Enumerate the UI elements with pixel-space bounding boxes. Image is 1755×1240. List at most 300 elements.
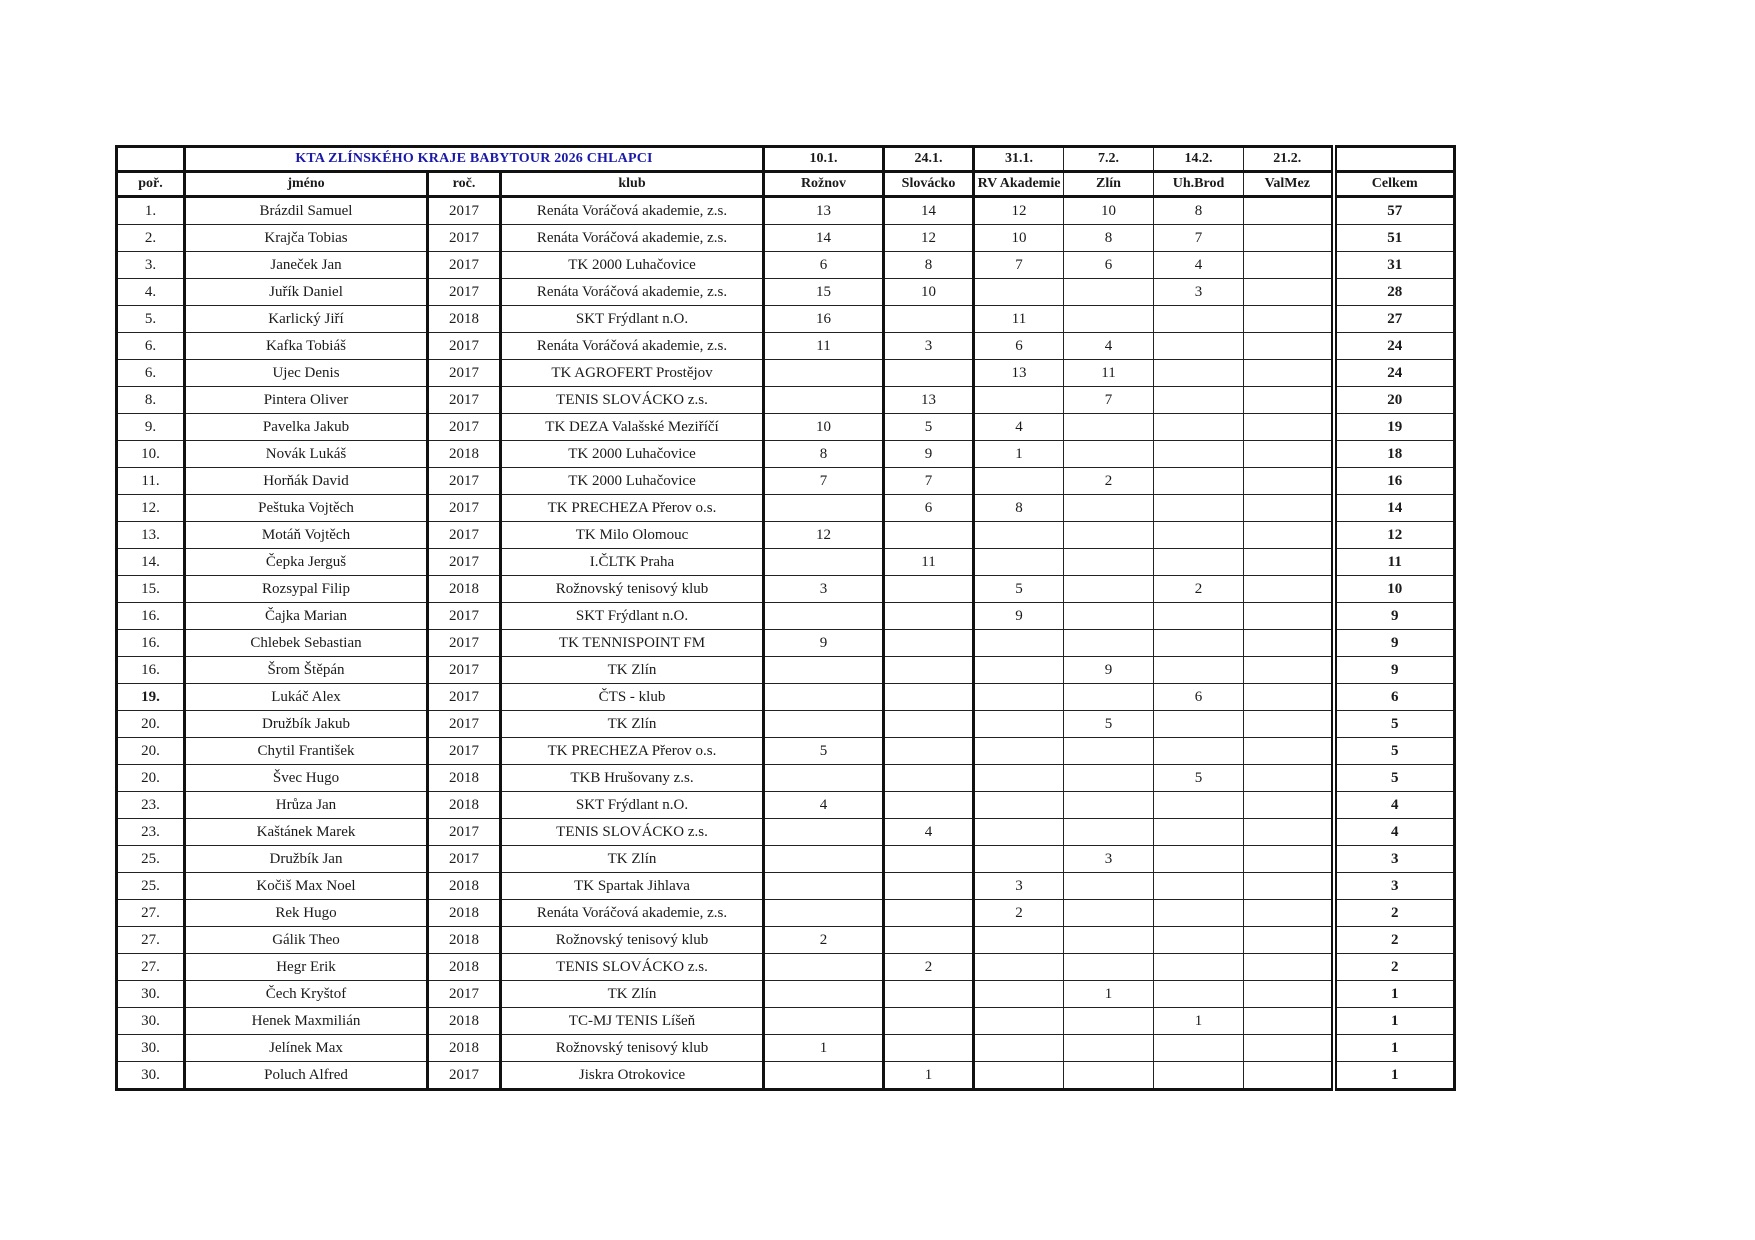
col-header-tournament: Rožnov [764, 172, 884, 197]
club-cell: TK PRECHEZA Přerov o.s. [501, 738, 764, 765]
total-cell: 14 [1334, 495, 1455, 522]
rank-cell: 20. [117, 765, 185, 792]
points-cell: 15 [764, 279, 884, 306]
points-cell: 4 [764, 792, 884, 819]
date-cell: 24.1. [884, 147, 974, 172]
points-cell: 1 [1154, 1008, 1244, 1035]
points-cell: 3 [974, 873, 1064, 900]
points-cell: 10 [764, 414, 884, 441]
rank-cell: 13. [117, 522, 185, 549]
col-header-year: roč. [428, 172, 501, 197]
points-cell [1244, 819, 1334, 846]
points-cell [1064, 549, 1154, 576]
points-cell [1244, 900, 1334, 927]
col-header-tournament: Slovácko [884, 172, 974, 197]
club-cell: TK Milo Olomouc [501, 522, 764, 549]
points-cell [764, 981, 884, 1008]
points-cell [1064, 306, 1154, 333]
points-cell: 3 [884, 333, 974, 360]
points-cell: 9 [1064, 657, 1154, 684]
points-cell [884, 657, 974, 684]
points-cell [974, 279, 1064, 306]
table-row [117, 225, 1455, 252]
table-row [117, 954, 1455, 981]
points-cell [764, 387, 884, 414]
total-cell: 24 [1334, 360, 1455, 387]
points-cell [1154, 954, 1244, 981]
rank-cell: 14. [117, 549, 185, 576]
points-cell: 2 [974, 900, 1064, 927]
points-cell [1154, 495, 1244, 522]
club-cell: Renáta Voráčová akademie, z.s. [501, 333, 764, 360]
year-cell: 2017 [428, 738, 501, 765]
points-cell [1244, 711, 1334, 738]
points-cell: 4 [974, 414, 1064, 441]
name-cell: Pintera Oliver [185, 387, 428, 414]
points-cell [764, 711, 884, 738]
points-cell: 3 [1154, 279, 1244, 306]
points-cell [1154, 630, 1244, 657]
table-row [117, 306, 1455, 333]
club-cell: TK 2000 Luhačovice [501, 468, 764, 495]
points-cell [1154, 900, 1244, 927]
col-header-tournament: Zlín [1064, 172, 1154, 197]
points-cell: 10 [1064, 197, 1154, 225]
year-cell: 2017 [428, 711, 501, 738]
points-cell [1154, 1062, 1244, 1090]
col-header-tournament: Uh.Brod [1154, 172, 1244, 197]
name-cell: Gálik Theo [185, 927, 428, 954]
points-cell: 7 [764, 468, 884, 495]
col-header-rank: poř. [117, 172, 185, 197]
points-cell [764, 549, 884, 576]
points-cell [1244, 279, 1334, 306]
club-cell: I.ČLTK Praha [501, 549, 764, 576]
points-cell [764, 954, 884, 981]
club-cell: Renáta Voráčová akademie, z.s. [501, 225, 764, 252]
points-cell [764, 846, 884, 873]
table-row [117, 576, 1455, 603]
table-row [117, 1008, 1455, 1035]
table-row [117, 603, 1455, 630]
points-cell: 6 [884, 495, 974, 522]
points-cell: 1 [974, 441, 1064, 468]
points-cell [1154, 846, 1244, 873]
total-cell: 2 [1334, 927, 1455, 954]
points-cell [1244, 387, 1334, 414]
standings-table [115, 145, 1456, 1091]
points-cell [764, 1008, 884, 1035]
points-cell [1154, 981, 1244, 1008]
points-cell: 7 [884, 468, 974, 495]
points-cell: 13 [974, 360, 1064, 387]
points-cell [1244, 981, 1334, 1008]
rank-cell: 20. [117, 738, 185, 765]
club-cell: TK 2000 Luhačovice [501, 441, 764, 468]
year-cell: 2017 [428, 819, 501, 846]
col-header-total: Celkem [1334, 172, 1455, 197]
name-cell: Krajča Tobias [185, 225, 428, 252]
rank-cell: 8. [117, 387, 185, 414]
points-cell: 9 [764, 630, 884, 657]
total-cell: 2 [1334, 900, 1455, 927]
points-cell: 12 [974, 197, 1064, 225]
total-cell: 6 [1334, 684, 1455, 711]
table-row [117, 197, 1455, 225]
points-cell [884, 576, 974, 603]
points-cell [1244, 1035, 1334, 1062]
points-cell [1244, 603, 1334, 630]
points-cell: 11 [764, 333, 884, 360]
points-cell [764, 873, 884, 900]
points-cell [974, 819, 1064, 846]
points-cell [764, 900, 884, 927]
year-cell: 2018 [428, 792, 501, 819]
points-cell [1154, 1035, 1244, 1062]
name-cell: Horňák David [185, 468, 428, 495]
points-cell [1154, 306, 1244, 333]
points-cell [884, 765, 974, 792]
year-cell: 2018 [428, 306, 501, 333]
name-cell: Poluch Alfred [185, 1062, 428, 1090]
total-cell: 27 [1334, 306, 1455, 333]
points-cell [1064, 1008, 1154, 1035]
standings-sheet [115, 145, 1456, 1091]
rank-cell: 2. [117, 225, 185, 252]
total-header-blank [1334, 147, 1455, 172]
table-row [117, 414, 1455, 441]
rank-cell: 27. [117, 927, 185, 954]
points-cell [1064, 900, 1154, 927]
points-cell: 10 [884, 279, 974, 306]
name-cell: Janeček Jan [185, 252, 428, 279]
points-cell [1244, 927, 1334, 954]
points-cell [1244, 684, 1334, 711]
name-cell: Peštuka Vojtěch [185, 495, 428, 522]
points-cell [1154, 333, 1244, 360]
total-cell: 1 [1334, 1062, 1455, 1090]
points-cell: 3 [764, 576, 884, 603]
points-cell: 9 [974, 603, 1064, 630]
table-row [117, 549, 1455, 576]
points-cell [974, 954, 1064, 981]
points-cell [884, 684, 974, 711]
year-cell: 2018 [428, 765, 501, 792]
name-cell: Chytil František [185, 738, 428, 765]
year-cell: 2018 [428, 441, 501, 468]
points-cell [1244, 495, 1334, 522]
points-cell [764, 495, 884, 522]
table-row [117, 468, 1455, 495]
total-cell: 9 [1334, 630, 1455, 657]
table-row [117, 657, 1455, 684]
club-cell: Renáta Voráčová akademie, z.s. [501, 900, 764, 927]
points-cell [884, 603, 974, 630]
rank-cell: 9. [117, 414, 185, 441]
date-cell: 10.1. [764, 147, 884, 172]
club-cell: TK 2000 Luhačovice [501, 252, 764, 279]
points-cell: 16 [764, 306, 884, 333]
points-cell [884, 873, 974, 900]
name-cell: Juřík Daniel [185, 279, 428, 306]
year-cell: 2017 [428, 684, 501, 711]
points-cell [1154, 468, 1244, 495]
points-cell: 8 [1064, 225, 1154, 252]
name-cell: Hegr Erik [185, 954, 428, 981]
points-cell [974, 684, 1064, 711]
points-cell [1244, 576, 1334, 603]
name-cell: Lukáč Alex [185, 684, 428, 711]
points-cell: 2 [1154, 576, 1244, 603]
name-cell: Kafka Tobiáš [185, 333, 428, 360]
standings-body [117, 147, 1455, 1090]
table-row [117, 279, 1455, 306]
name-cell: Rozsypal Filip [185, 576, 428, 603]
table-row [117, 1062, 1455, 1090]
points-cell [974, 765, 1064, 792]
points-cell [974, 1035, 1064, 1062]
year-cell: 2018 [428, 900, 501, 927]
total-cell: 24 [1334, 333, 1455, 360]
name-cell: Kočiš Max Noel [185, 873, 428, 900]
year-cell: 2017 [428, 197, 501, 225]
club-cell: TK Zlín [501, 981, 764, 1008]
club-cell: TC-MJ TENIS Líšeň [501, 1008, 764, 1035]
rank-cell: 30. [117, 1035, 185, 1062]
total-cell: 12 [1334, 522, 1455, 549]
points-cell [974, 522, 1064, 549]
name-cell: Karlický Jiří [185, 306, 428, 333]
club-cell: TK DEZA Valašské Meziříčí [501, 414, 764, 441]
year-cell: 2017 [428, 1062, 501, 1090]
points-cell [1154, 360, 1244, 387]
total-cell: 9 [1334, 603, 1455, 630]
points-cell [1244, 1008, 1334, 1035]
club-cell: TKB Hrušovany z.s. [501, 765, 764, 792]
points-cell [1064, 954, 1154, 981]
points-cell [764, 657, 884, 684]
total-cell: 2 [1334, 954, 1455, 981]
date-cell: 31.1. [974, 147, 1064, 172]
rank-cell: 23. [117, 819, 185, 846]
points-cell [974, 981, 1064, 1008]
points-cell [764, 360, 884, 387]
total-cell: 1 [1334, 981, 1455, 1008]
points-cell [1064, 441, 1154, 468]
points-cell: 4 [884, 819, 974, 846]
points-cell [1244, 225, 1334, 252]
points-cell [1244, 252, 1334, 279]
name-cell: Čepka Jerguš [185, 549, 428, 576]
points-cell [1154, 549, 1244, 576]
header-row-dates [117, 147, 1455, 172]
total-cell: 18 [1334, 441, 1455, 468]
table-row [117, 765, 1455, 792]
name-cell: Ujec Denis [185, 360, 428, 387]
points-cell [1064, 1062, 1154, 1090]
points-cell [884, 981, 974, 1008]
year-cell: 2017 [428, 657, 501, 684]
club-cell: TK PRECHEZA Přerov o.s. [501, 495, 764, 522]
club-cell: TK TENNISPOINT FM [501, 630, 764, 657]
points-cell: 12 [764, 522, 884, 549]
points-cell: 13 [884, 387, 974, 414]
points-cell [1244, 522, 1334, 549]
rank-cell: 19. [117, 684, 185, 711]
total-cell: 57 [1334, 197, 1455, 225]
rank-cell: 30. [117, 1008, 185, 1035]
points-cell [1244, 306, 1334, 333]
club-cell: TENIS SLOVÁCKO z.s. [501, 954, 764, 981]
name-cell: Rek Hugo [185, 900, 428, 927]
table-row [117, 441, 1455, 468]
points-cell [1064, 765, 1154, 792]
total-cell: 3 [1334, 846, 1455, 873]
points-cell: 5 [1064, 711, 1154, 738]
col-header-club: klub [501, 172, 764, 197]
points-cell [1064, 684, 1154, 711]
table-row [117, 846, 1455, 873]
points-cell [1154, 387, 1244, 414]
points-cell [884, 927, 974, 954]
points-cell [974, 468, 1064, 495]
points-cell [974, 846, 1064, 873]
points-cell [1154, 927, 1244, 954]
name-cell: Kaštánek Marek [185, 819, 428, 846]
year-cell: 2018 [428, 576, 501, 603]
points-cell: 8 [974, 495, 1064, 522]
col-header-tournament: ValMez [1244, 172, 1334, 197]
total-cell: 5 [1334, 711, 1455, 738]
points-cell [974, 387, 1064, 414]
table-row [117, 495, 1455, 522]
points-cell: 2 [884, 954, 974, 981]
points-cell [974, 927, 1064, 954]
year-cell: 2017 [428, 252, 501, 279]
points-cell [1064, 279, 1154, 306]
rank-cell: 27. [117, 954, 185, 981]
points-cell: 8 [884, 252, 974, 279]
name-cell: Družbík Jakub [185, 711, 428, 738]
points-cell [1244, 333, 1334, 360]
table-row [117, 360, 1455, 387]
rank-cell: 27. [117, 900, 185, 927]
year-cell: 2017 [428, 495, 501, 522]
rank-cell: 11. [117, 468, 185, 495]
total-cell: 4 [1334, 819, 1455, 846]
total-cell: 19 [1334, 414, 1455, 441]
year-cell: 2018 [428, 1008, 501, 1035]
name-cell: Chlebek Sebastian [185, 630, 428, 657]
points-cell [1244, 630, 1334, 657]
club-cell: Rožnovský tenisový klub [501, 1035, 764, 1062]
name-cell: Švec Hugo [185, 765, 428, 792]
points-cell: 8 [764, 441, 884, 468]
table-title: KTA ZLÍNSKÉHO KRAJE BABYTOUR 2026 CHLAPCI [185, 147, 764, 172]
points-cell [1244, 657, 1334, 684]
rank-cell: 16. [117, 630, 185, 657]
date-cell: 7.2. [1064, 147, 1154, 172]
total-cell: 20 [1334, 387, 1455, 414]
rank-cell: 5. [117, 306, 185, 333]
points-cell [1064, 495, 1154, 522]
total-cell: 5 [1334, 738, 1455, 765]
points-cell [1244, 468, 1334, 495]
points-cell: 7 [974, 252, 1064, 279]
total-cell: 4 [1334, 792, 1455, 819]
club-cell: TK Zlín [501, 846, 764, 873]
year-cell: 2017 [428, 603, 501, 630]
date-cell: 14.2. [1154, 147, 1244, 172]
table-row [117, 1035, 1455, 1062]
points-cell: 7 [1154, 225, 1244, 252]
club-cell: Rožnovský tenisový klub [501, 927, 764, 954]
points-cell: 2 [764, 927, 884, 954]
total-cell: 51 [1334, 225, 1455, 252]
club-cell: TENIS SLOVÁCKO z.s. [501, 819, 764, 846]
points-cell [884, 1008, 974, 1035]
rank-cell: 25. [117, 873, 185, 900]
table-row [117, 927, 1455, 954]
date-cell: 21.2. [1244, 147, 1334, 172]
points-cell [1064, 873, 1154, 900]
points-cell [1244, 360, 1334, 387]
points-cell: 2 [1064, 468, 1154, 495]
club-cell: SKT Frýdlant n.O. [501, 306, 764, 333]
points-cell: 5 [974, 576, 1064, 603]
table-row [117, 738, 1455, 765]
points-cell [1244, 414, 1334, 441]
rank-cell: 4. [117, 279, 185, 306]
rank-cell: 6. [117, 360, 185, 387]
points-cell: 11 [1064, 360, 1154, 387]
points-cell: 1 [1064, 981, 1154, 1008]
header-row-columns [117, 172, 1455, 197]
points-cell [1244, 846, 1334, 873]
year-cell: 2017 [428, 360, 501, 387]
points-cell: 5 [764, 738, 884, 765]
total-cell: 28 [1334, 279, 1455, 306]
points-cell [1064, 819, 1154, 846]
points-cell [884, 711, 974, 738]
club-cell: Renáta Voráčová akademie, z.s. [501, 197, 764, 225]
points-cell [1244, 873, 1334, 900]
table-row [117, 252, 1455, 279]
club-cell: TK Zlín [501, 711, 764, 738]
points-cell: 7 [1064, 387, 1154, 414]
points-cell: 12 [884, 225, 974, 252]
points-cell [884, 306, 974, 333]
points-cell [1154, 603, 1244, 630]
points-cell [884, 846, 974, 873]
name-cell: Čech Kryštof [185, 981, 428, 1008]
total-cell: 1 [1334, 1035, 1455, 1062]
col-header-tournament: RV Akademie [974, 172, 1064, 197]
points-cell [764, 819, 884, 846]
table-row [117, 873, 1455, 900]
name-cell: Šrom Štěpán [185, 657, 428, 684]
points-cell: 1 [884, 1062, 974, 1090]
points-cell: 6 [764, 252, 884, 279]
name-cell: Čajka Marian [185, 603, 428, 630]
year-cell: 2018 [428, 927, 501, 954]
points-cell [1154, 738, 1244, 765]
points-cell [1244, 954, 1334, 981]
points-cell: 5 [884, 414, 974, 441]
rank-cell: 25. [117, 846, 185, 873]
points-cell: 11 [884, 549, 974, 576]
points-cell [1244, 197, 1334, 225]
